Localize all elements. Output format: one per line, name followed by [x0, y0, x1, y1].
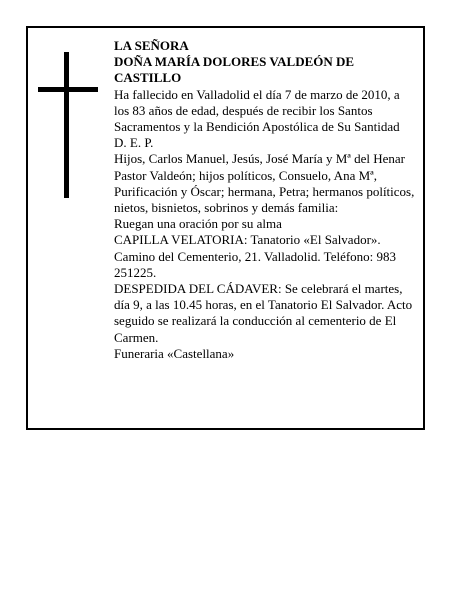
chapel-info: CAPILLA VELATORIA: Tanatorio «El Salvador». Camino del Cementerio, 21. Valladolid. Teléfono: 983 251225.	[114, 232, 397, 280]
cross-horizontal-bar	[38, 87, 98, 92]
deceased-name: DOÑA MARÍA DOLORES VALDEÓN DE CASTILLO	[114, 54, 355, 86]
cross-icon	[38, 52, 98, 198]
farewell-info: DESPEDIDA DEL CÁDAVER: Se celebrará el martes, día 9, a las 10.45 horas, en el Tanatorio El Salvador. Acto seguido se realizará la conducción al cementerio de El Carmen.	[114, 281, 413, 345]
funeral-home: Funeraria «Castellana»	[114, 345, 235, 361]
heading-title: LA SEÑORA	[114, 38, 189, 53]
cross-vertical-bar	[64, 52, 69, 198]
obituary-text	[114, 38, 416, 362]
family-list: Hijos, Carlos Manuel, Jesús, José María y Mª del Henar Pastor Valdeón; hijos políticos, Consuelo, Ana Mª, Purificación y Óscar; hermana, Petra; hermanos políticos, nietos, bisnietos, sobrinos y demás familia:	[114, 151, 415, 216]
death-notice: Ha fallecido en Valladolid el día 7 de marzo de 2010, a los 83 años de edad, después de recibir los Santos Sacramentos y la Bendición Apostólica de Su Santidad	[114, 86, 400, 135]
prayer-request: Ruegan una oración por su alma	[114, 216, 282, 232]
dep-text: D. E. P.	[114, 135, 154, 151]
